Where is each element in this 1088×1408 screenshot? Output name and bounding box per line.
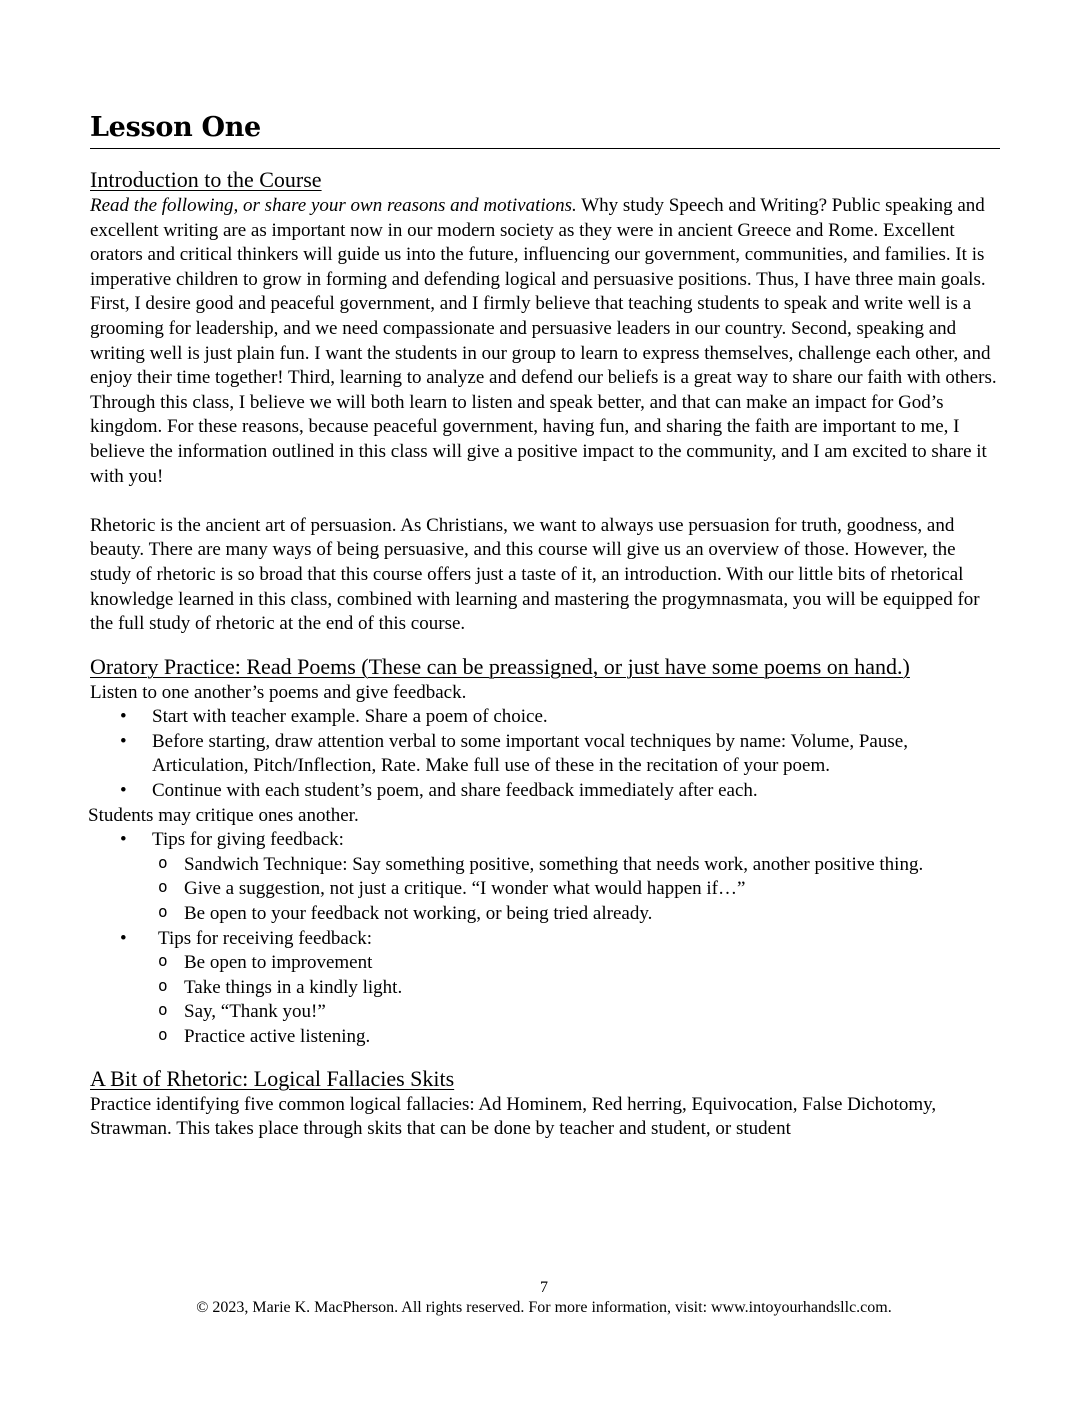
list-item: o Sandwich Technique: Say something positive, something that needs work, another positive thing. — [90, 853, 1000, 878]
oratory-bullet-list — [90, 705, 1000, 803]
intro-body: Why study Speech and Writing? Public speaking and excellent writing are as important now in our modern society as they were in ancient Greece and Rome. Excellent orators and critical thinkers will guide us into the future, influencing our government, communities, and families. It is imperative children to grow in forming and defending logical and persuasive positions. Thus, I have three main goals. First, I desire good and peaceful government, and I firmly believe that teaching students to speak and write well is a grooming for leadership, and we need compassionate and persuasive leaders in our country. Second, speaking and writing well is just plain fun. I want the students in our group to learn to express themselves, challenge each other, and enjoy their time together! Third, learning to analyze and defend our beliefs is a great way to share our faith with others. Through this class, I believe we will both learn to listen and speak better, and that can make an impact for God’s kingdom. For these reasons, because peaceful government, having fun, and sharing the faith are important to me, I believe the information outlined in this class will give a positive impact to the community, and I am excited to share it with you! — [90, 195, 997, 487]
list-item: • Start with teacher example. Share a poem of choice. — [90, 705, 1000, 730]
list-item: o Practice active listening. — [90, 1025, 1000, 1050]
oratory-intro: Listen to one another’s poems and give feedback. — [90, 681, 467, 703]
list-item: o Say, “Thank you!” — [90, 1000, 1000, 1025]
critique-note: Students may critique ones another. — [88, 804, 359, 826]
list-item: o Take things in a kindly light. — [90, 976, 1000, 1001]
page-number: 7 — [540, 1279, 548, 1296]
rhetoric-heading: A Bit of Rhetoric: Logical Fallacies Skits — [90, 1065, 455, 1091]
intro-heading: Introduction to the Course — [90, 167, 322, 192]
receiving-feedback-title: • Tips for receiving feedback: — [90, 927, 1000, 952]
intro-paragraph — [90, 194, 1000, 489]
page-content — [90, 166, 1000, 1142]
copyright-footer: © 2023, Marie K. MacPherson. All rights reserved. For more information, visit: www.intoyourhandsllc.com. — [196, 1299, 892, 1316]
feedback-tips-list — [90, 828, 1000, 1049]
list-item: o Be open to your feedback not working, or being tried already. — [90, 902, 1000, 927]
lesson-title: Lesson One — [90, 110, 1000, 149]
list-item: • Before starting, draw attention verbal to some important vocal techniques by name: Volume, Pause, Articulation, Pitch/Inflection, Rate. Make full use of these in the recitation of your poem. — [90, 730, 1000, 779]
giving-feedback-title: • Tips for giving feedback: — [90, 828, 1000, 853]
rhetoric-body: Practice identifying five common logical fallacies: Ad Hominem, Red herring, Equivocation, False Dichotomy, Strawman. This takes place through skits that can be done by teacher and student, or student — [90, 1093, 937, 1140]
list-item: • Continue with each student’s poem, and share feedback immediately after each. — [90, 779, 1000, 804]
intro-lead: Read the following, or share your own reasons and motivations. — [90, 195, 577, 216]
list-item: o Give a suggestion, not just a critique. “I wonder what would happen if…” — [90, 877, 1000, 902]
rhetoric-definition-paragraph: Rhetoric is the ancient art of persuasion. As Christians, we want to always use persuasion for truth, goodness, and beauty. There are many ways of being persuasive, and this course will give us an overview of those. However, the study of rhetoric is so broad that this course offers just a taste of it, an introduction. With our little bits of rhetorical knowledge learned in this class, combined with learning and mastering the progymnasmata, you will be equipped for the full study of rhetoric at the end of this course. — [90, 514, 980, 635]
list-item: o Be open to improvement — [90, 951, 1000, 976]
oratory-heading: Oratory Practice: Read Poems (These can be preassigned, or just have some poems on hand.) — [90, 653, 910, 679]
